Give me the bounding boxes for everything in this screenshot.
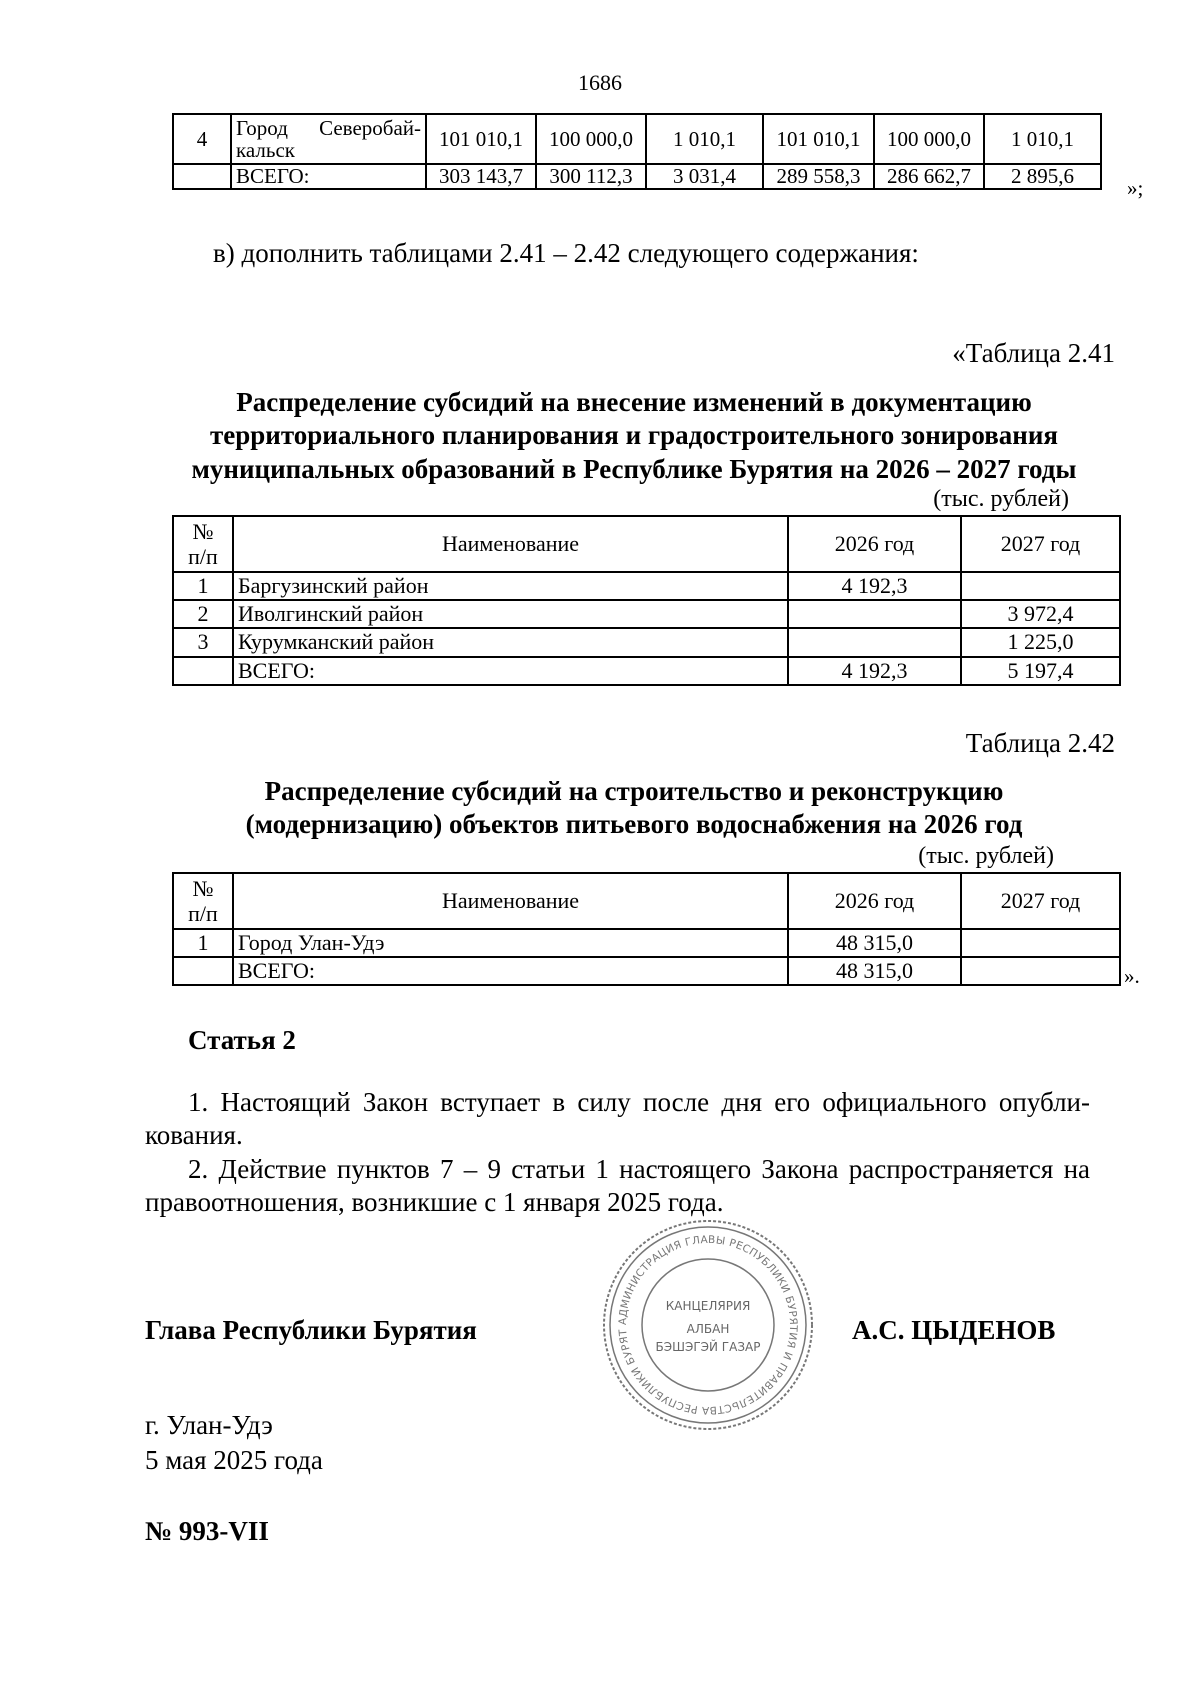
row-number (173, 657, 233, 685)
table-241-unit: (тыс. рублей) (933, 486, 1069, 512)
table-closing-quote: ». (1124, 964, 1140, 988)
header-name: Наименование (233, 873, 788, 929)
row-name: Иволгинский район (233, 600, 788, 628)
row-name: Курумканский район (233, 628, 788, 656)
svg-text:АДМИНИСТРАЦИЯ ГЛАВЫ РЕСПУБЛИКИ (598, 1215, 799, 1416)
article-paragraph-2: 2. Действие пунктов 7 – 9 статьи 1 настоящего Закона распространяется на правоотношения, возникшие с 1 января 2025 года. (145, 1154, 1090, 1218)
row-number (173, 957, 233, 985)
row-number: 3 (173, 628, 233, 656)
article-paragraph-1: 1. Настоящий Закон вступает в силу после дня его официального опубли-кования. (145, 1087, 1090, 1151)
row-name: Баргузинский район (233, 572, 788, 600)
row-name: Город Северобай- кальск (231, 114, 426, 164)
signature-position: Глава Республики Бурятия (145, 1315, 477, 1345)
cell-value: 101 010,1 (426, 114, 536, 164)
cell-value: 303 143,7 (426, 164, 536, 189)
signature-name: А.С. ЦЫДЕНОВ (852, 1315, 1056, 1345)
table-header-row (173, 873, 1120, 929)
row-number: 4 (173, 114, 231, 164)
header-2026: 2026 год (788, 516, 961, 572)
cell-value: 286 662,7 (874, 164, 984, 189)
table-row (173, 572, 1120, 600)
table-closing-quote: »; (1127, 176, 1144, 200)
cell-value: 100 000,0 (874, 114, 984, 164)
intro-text: в) дополнить таблицами 2.41 – 2.42 следующего содержания: (213, 238, 919, 268)
cell-value: 1 010,1 (984, 114, 1101, 164)
stamp-ring-text: АДМИНИСТРАЦИЯ ГЛАВЫ РЕСПУБЛИКИ БУРЯТИЯ И ПРАВИТЕЛЬСТВА РЕСПУБЛИКИ БУРЯТ (616, 1233, 800, 1417)
cell-2027 (961, 929, 1120, 957)
row-name: ВСЕГО: (233, 957, 788, 985)
cell-value: 2 895,6 (984, 164, 1101, 189)
cell-2027 (961, 957, 1120, 985)
table-242 (172, 872, 1121, 986)
cell-value: 3 031,4 (646, 164, 763, 189)
table-row (173, 164, 1101, 189)
date: 5 мая 2025 года (145, 1445, 323, 1475)
table-241-label: «Таблица 2.41 (952, 338, 1115, 368)
stamp-line-1: КАНЦЕЛЯРИЯ (665, 1299, 751, 1313)
table-242-label: Таблица 2.42 (965, 728, 1115, 758)
cell-2026 (788, 628, 961, 656)
cell-2027: 5 197,4 (961, 657, 1120, 685)
header-2027: 2027 год (961, 516, 1120, 572)
row-name: ВСЕГО: (231, 164, 426, 189)
row-number: 1 (173, 572, 233, 600)
cell-2026: 48 315,0 (788, 957, 961, 985)
cell-2026 (788, 600, 961, 628)
header-no: № п/п (173, 516, 233, 572)
cell-value: 300 112,3 (536, 164, 646, 189)
stamp-line-3: БЭШЭГЭЙ ГАЗАР (655, 1340, 761, 1354)
table-241-title: Распределение субсидий на внесение изменений в документацию территориального планирования и градостроительного зонирования муниципальных образований в Республике Бурятия на 2026 – 2027 годы (191, 387, 1077, 484)
header-name: Наименование (233, 516, 788, 572)
table-row (173, 114, 1101, 164)
table-row (173, 628, 1120, 656)
table-row (173, 600, 1120, 628)
previous-table (172, 113, 1102, 190)
cell-2027: 3 972,4 (961, 600, 1120, 628)
row-name: ВСЕГО: (233, 657, 788, 685)
stamp-seal-icon (598, 1215, 818, 1435)
page-number: 1686 (578, 70, 622, 95)
cell-2026: 4 192,3 (788, 572, 961, 600)
cell-value: 101 010,1 (763, 114, 874, 164)
cell-value: 1 010,1 (646, 114, 763, 164)
table-242-title: Распределение субсидий на строительство и реконструкцию (модернизацию) объектов питьевого водоснабжения на 2026 год (245, 776, 1023, 840)
cell-value: 289 558,3 (763, 164, 874, 189)
row-number: 1 (173, 929, 233, 957)
row-name: Город Улан-Удэ (233, 929, 788, 957)
header-2026: 2026 год (788, 873, 961, 929)
table-header-row (173, 516, 1120, 572)
row-number (173, 164, 231, 189)
stamp-line-2: АЛБАН (686, 1322, 730, 1336)
header-no: № п/п (173, 873, 233, 929)
place: г. Улан-Удэ (145, 1410, 273, 1440)
article-heading: Статья 2 (188, 1025, 296, 1055)
law-number: № 993-VII (145, 1516, 269, 1546)
table-242-unit: (тыс. рублей) (918, 843, 1054, 869)
cell-2027: 1 225,0 (961, 628, 1120, 656)
header-2027: 2027 год (961, 873, 1120, 929)
table-241 (172, 515, 1121, 686)
cell-2026: 48 315,0 (788, 929, 961, 957)
official-stamp (598, 1215, 818, 1440)
table-row (173, 657, 1120, 685)
cell-2026: 4 192,3 (788, 657, 961, 685)
cell-2027 (961, 572, 1120, 600)
table-row (173, 957, 1120, 985)
row-number: 2 (173, 600, 233, 628)
table-row (173, 929, 1120, 957)
cell-value: 100 000,0 (536, 114, 646, 164)
